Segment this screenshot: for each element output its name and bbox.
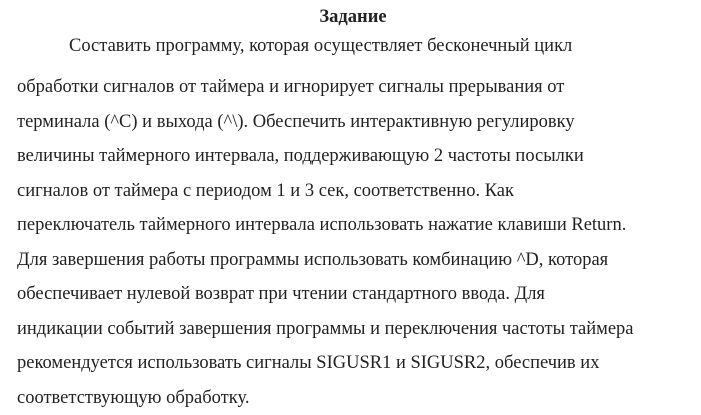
paragraph-line-4: величины таймерного интервала, поддерживающую 2 частоты посылки bbox=[17, 139, 689, 174]
paragraph-line-5: сигналов от таймера с периодом 1 и 3 сек, соответственно. Как bbox=[17, 174, 689, 209]
paragraph-line-3: терминала (^C) и выхода (^\). Обеспечить интерактивную регулировку bbox=[17, 105, 689, 140]
paragraph-line-7: Для завершения работы программы использовать комбинацию ^D, которая bbox=[17, 243, 689, 278]
paragraph-line-1: Составить программу, которая осуществляет бесконечный цикл bbox=[17, 36, 689, 56]
paragraph-line-2: обработки сигналов от таймера и игнорирует сигналы прерывания от bbox=[17, 70, 689, 105]
paragraph-line-8: обеспечивает нулевой возврат при чтении стандартного ввода. Для bbox=[17, 277, 689, 312]
paragraph-line-11: соответствующую обработку. bbox=[17, 381, 689, 415]
paragraph-line-10: рекомендуется использовать сигналы SIGUSR1 и SIGUSR2, обеспечив их bbox=[17, 346, 689, 381]
paragraph-line-9: индикации событий завершения программы и переключения частоты таймера bbox=[17, 312, 689, 347]
document-title: Задание bbox=[17, 8, 689, 26]
paragraph-line-6: переключатель таймерного интервала использовать нажатие клавиши Return. bbox=[17, 208, 689, 243]
